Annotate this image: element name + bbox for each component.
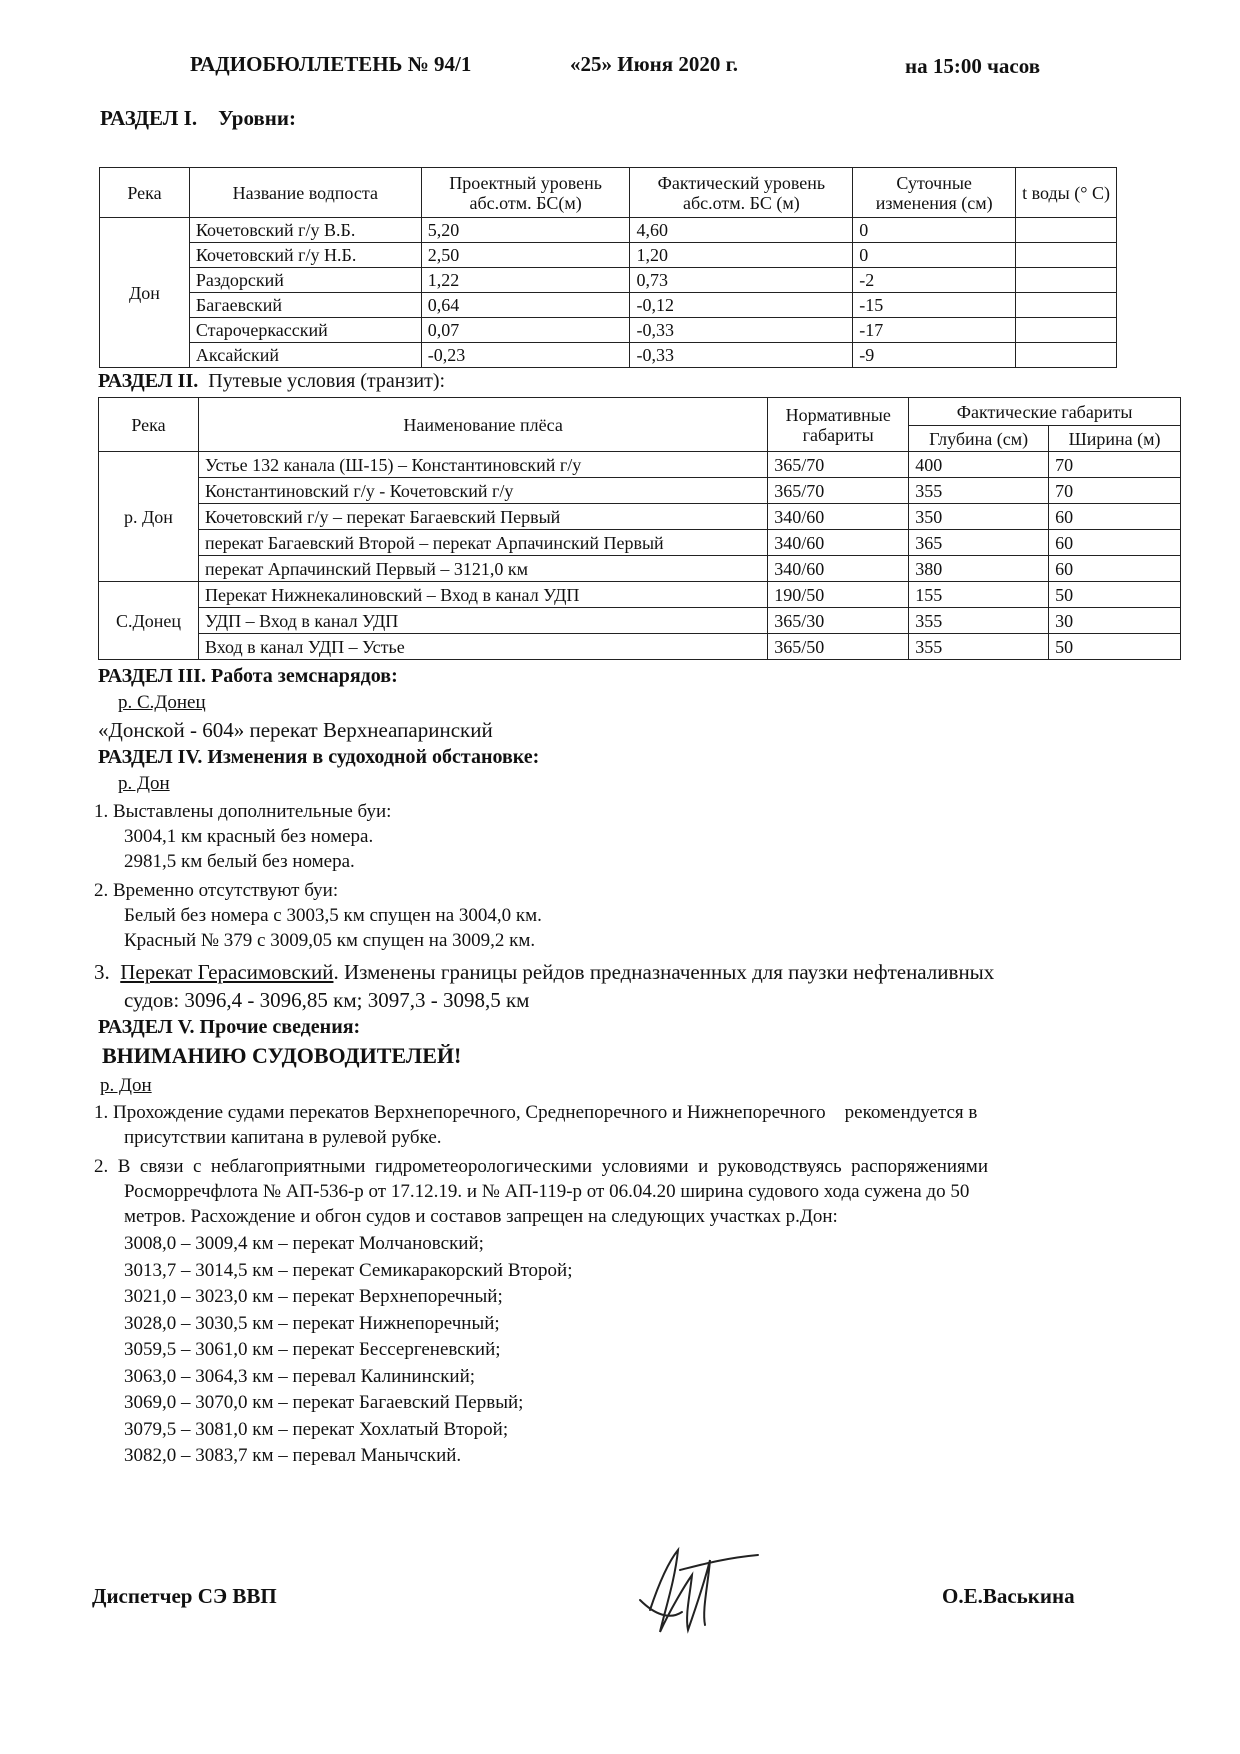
section5-river: р. Дон (100, 1075, 152, 1096)
signature-image (630, 1540, 770, 1640)
transit-river-don: р. Дон (99, 452, 199, 582)
section4-title: РАЗДЕЛ IV. Изменения в судоходной обстановке: (98, 746, 540, 768)
levels-project: 5,20 (421, 218, 630, 243)
section5-p2-line1: 2. В связи с неблагоприятными гидрометеорологическими условиями и руководствуясь распоряжениями (94, 1156, 988, 1177)
section5-p1-cont: присутствии капитана в рулевой рубке. (124, 1127, 442, 1148)
levels-change: -15 (853, 293, 1016, 318)
section4-item2 (94, 878, 542, 953)
transit-reach: Вход в канал УДП – Устье (198, 634, 767, 660)
segment-item: 3028,0 – 3030,5 км – перекат Нижнепоречный; (124, 1312, 500, 1334)
section4-item3-text: . Изменены границы рейдов предназначенных для паузки нефтеналивных (333, 960, 995, 984)
transit-width: 60 (1049, 504, 1181, 530)
transit-norm: 340/60 (768, 556, 909, 582)
buoy-line: 3004,1 км красный без номера. (124, 826, 374, 847)
transit-depth: 355 (909, 478, 1049, 504)
transit-depth: 155 (909, 582, 1049, 608)
segment-item: 3059,5 – 3061,0 км – перекат Бессергеневский; (124, 1339, 501, 1360)
section5-title: РАЗДЕЛ V. Прочие сведения: (98, 1016, 361, 1038)
transit-reach: Константиновский г/у - Кочетовский г/у (198, 478, 767, 504)
bulletin-date: «25» Июня 2020 г. (570, 52, 739, 76)
levels-actual: 0,73 (630, 268, 853, 293)
section4-item3 (94, 960, 994, 985)
signatory-name: О.Е.Васькина (942, 1584, 1075, 1608)
transit-river-donets: С.Донец (99, 582, 199, 660)
levels-post: Старочеркасский (189, 318, 421, 343)
transit-header-river: Река (99, 398, 199, 452)
transit-norm: 340/60 (768, 530, 909, 556)
buoy-line: 2981,5 км белый без номера. (124, 851, 355, 872)
transit-header-reach: Наименование плёса (198, 398, 767, 452)
transit-width: 70 (1049, 478, 1181, 504)
section4-item3-link: Перекат Герасимовский (120, 960, 334, 984)
segment-item: 3063,0 – 3064,3 км – перевал Калининский; (124, 1365, 476, 1387)
transit-norm: 365/70 (768, 478, 909, 504)
bulletin-time: на 15:00 часов (905, 54, 1041, 78)
transit-width: 60 (1049, 556, 1181, 582)
levels-actual: -0,12 (630, 293, 853, 318)
section4-item3-cont: судов: 3096,4 - 3096,85 км; 3097,3 - 3098,5 км (124, 988, 530, 1012)
transit-width: 30 (1049, 608, 1181, 634)
attention-heading: ВНИМАНИЮ СУДОВОДИТЕЛЕЙ! (102, 1043, 462, 1068)
transit-norm: 340/60 (768, 504, 909, 530)
bulletin-title: РАДИОБЮЛЛЕТЕНЬ № 94/1 (190, 52, 472, 76)
section2-title-label: РАЗДЕЛ II. (98, 370, 199, 392)
section4-item3-number: 3. (94, 960, 110, 984)
levels-post: Кочетовский г/у Н.Б. (189, 243, 421, 268)
levels-change: -2 (853, 268, 1016, 293)
levels-project: 1,22 (421, 268, 630, 293)
transit-header-actual: Фактические габариты (909, 398, 1181, 426)
levels-header-river: Река (100, 168, 190, 218)
levels-temp (1016, 293, 1117, 318)
section3-title: РАЗДЕЛ III. Работа земснарядов: (98, 665, 398, 687)
levels-project: 0,64 (421, 293, 630, 318)
levels-actual: 4,60 (630, 218, 853, 243)
transit-reach: Устье 132 канала (Ш-15) – Константиновский г/у (198, 452, 767, 478)
transit-depth: 400 (909, 452, 1049, 478)
levels-post: Кочетовский г/у В.Б. (189, 218, 421, 243)
levels-actual: -0,33 (630, 318, 853, 343)
section5-p2-line2: Росморречфлота № АП-536-р от 17.12.19. и № АП-119-р от 06.04.20 ширина судового хода сужена до 50 (124, 1181, 970, 1202)
transit-width: 50 (1049, 634, 1181, 660)
levels-change: 0 (853, 243, 1016, 268)
levels-temp (1016, 218, 1117, 243)
levels-temp (1016, 343, 1117, 368)
transit-depth: 350 (909, 504, 1049, 530)
segment-item: 3082,0 – 3083,7 км – перевал Манычский. (124, 1445, 462, 1466)
levels-header-project: Проектный уровень абс.отм. БС(м) (421, 168, 630, 218)
levels-post: Багаевский (189, 293, 421, 318)
levels-post: Раздорский (189, 268, 421, 293)
transit-reach: Перекат Нижнекалиновский – Вход в канал УДП (198, 582, 767, 608)
transit-norm: 365/70 (768, 452, 909, 478)
section5-p2-line3: метров. Расхождение и обгон судов и составов запрещен на следующих участках р.Дон: (124, 1206, 838, 1227)
buoy-line: Белый без номера с 3003,5 км спущен на 3004,0 км. (124, 905, 542, 926)
section2-title-text: Путевые условия (транзит): (208, 370, 446, 392)
transit-width: 60 (1049, 530, 1181, 556)
levels-temp (1016, 268, 1117, 293)
transit-header-depth: Глубина (см) (909, 426, 1049, 452)
levels-project: 2,50 (421, 243, 630, 268)
transit-norm: 365/30 (768, 608, 909, 634)
levels-actual: -0,33 (630, 343, 853, 368)
section5-p1: 1. Прохождение судами перекатов Верхнепоречного, Среднепоречного и Нижнепоречного рекомендуется в (94, 1102, 978, 1123)
levels-change: 0 (853, 218, 1016, 243)
section3-river: р. С.Донец (118, 692, 206, 713)
segment-item: 3008,0 – 3009,4 км – перекат Молчановский; (124, 1233, 484, 1254)
transit-reach: перекат Арпачинский Первый – 3121,0 км (198, 556, 767, 582)
transit-width: 70 (1049, 452, 1181, 478)
levels-project: -0,23 (421, 343, 630, 368)
transit-norm: 190/50 (768, 582, 909, 608)
transit-reach: перекат Багаевский Второй – перекат Арпачинский Первый (198, 530, 767, 556)
dispatcher-role: Диспетчер СЭ ВВП (92, 1584, 277, 1608)
levels-header-change: Суточные изменения (см) (853, 168, 1016, 218)
levels-post: Аксайский (189, 343, 421, 368)
levels-river-don: Дон (100, 218, 190, 368)
segment-item: 3069,0 – 3070,0 км – перекат Багаевский Первый; (124, 1392, 524, 1413)
transit-depth: 355 (909, 608, 1049, 634)
transit-table (98, 397, 1181, 660)
levels-change: -9 (853, 343, 1016, 368)
transit-depth: 365 (909, 530, 1049, 556)
transit-depth: 380 (909, 556, 1049, 582)
section4-river: р. Дон (118, 773, 170, 794)
section2-title (98, 370, 445, 393)
transit-width: 50 (1049, 582, 1181, 608)
transit-reach: УДП – Вход в канал УДП (198, 608, 767, 634)
transit-norm: 365/50 (768, 634, 909, 660)
segment-item: 3021,0 – 3023,0 км – перекат Верхнепоречный; (124, 1286, 503, 1307)
levels-change: -17 (853, 318, 1016, 343)
levels-table (99, 167, 1117, 368)
section4-item2-title: 2. Временно отсутствуют буи: (94, 880, 339, 901)
levels-temp (1016, 318, 1117, 343)
levels-actual: 1,20 (630, 243, 853, 268)
levels-project: 0,07 (421, 318, 630, 343)
transit-depth: 355 (909, 634, 1049, 660)
transit-reach: Кочетовский г/у – перекат Багаевский Первый (198, 504, 767, 530)
section1-title: РАЗДЕЛ I. Уровни: (100, 106, 296, 130)
section4-item1 (94, 799, 391, 874)
buoy-line: Красный № 379 с 3009,05 км спущен на 3009,2 км. (124, 930, 536, 951)
segment-item: 3079,5 – 3081,0 км – перекат Хохлатый Второй; (124, 1418, 509, 1440)
restricted-segments-list (124, 1231, 573, 1470)
transit-header-width: Ширина (м) (1049, 426, 1181, 452)
transit-header-norm: Нормативные габариты (768, 398, 909, 452)
levels-header-post: Название водпоста (189, 168, 421, 218)
levels-header-actual: Фактический уровень абс.отм. БС (м) (630, 168, 853, 218)
section3-dredger: «Донской - 604» перекат Верхнеапаринский (98, 718, 493, 742)
segment-item: 3013,7 – 3014,5 км – перекат Семикаракорский Второй; (124, 1259, 573, 1281)
levels-temp (1016, 243, 1117, 268)
section4-item1-title: 1. Выставлены дополнительные буи: (94, 801, 392, 822)
levels-header-temp: t воды (° С) (1016, 168, 1117, 218)
